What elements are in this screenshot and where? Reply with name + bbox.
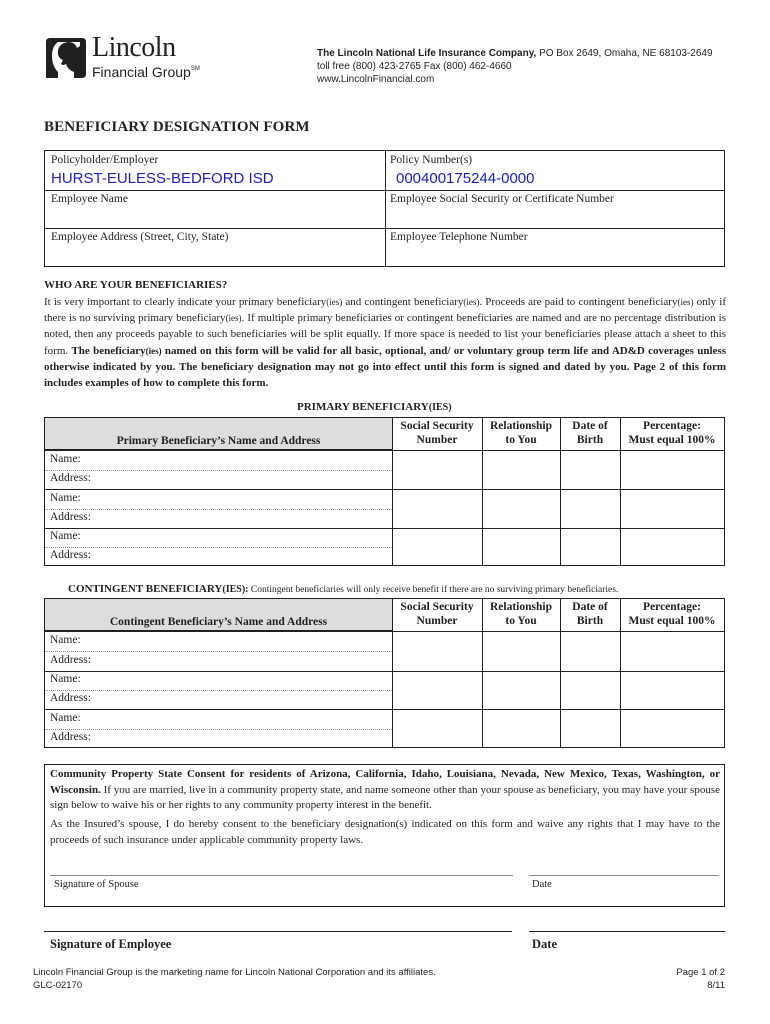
divider <box>45 547 392 548</box>
primary-col-percentage <box>620 419 724 447</box>
contingent-address-label: Address: <box>50 692 91 704</box>
policyholder-field[interactable]: HURST-EULESS-BEDFORD ISD <box>51 170 274 187</box>
employee-date-line[interactable] <box>529 931 725 932</box>
divider <box>45 470 392 471</box>
who-text: . Proceeds are paid to contingent beneficiary <box>479 296 678 308</box>
primary-col-dob <box>560 419 620 447</box>
employee-date-label: Date <box>532 937 557 951</box>
who-text: only if there is no surviving primary beneficiary <box>44 296 726 325</box>
divider <box>482 418 483 565</box>
primary-name-label: Name: <box>50 530 81 542</box>
form-date: 8/11 <box>707 980 725 991</box>
consent-paragraph-1 <box>50 767 720 814</box>
divider <box>45 671 724 672</box>
col-rel-line1: Relationship <box>490 420 552 432</box>
who-bold-text: named on this form will be valid for all basic, optional, and/ or voluntary group term life and AD&D coverages unless otherwise indicated by you. The beneficiary designation may not go into effect until this form is signed and dated by you. Page 2 of this form includes examples of how to complete this form. <box>44 344 726 390</box>
employee-phone-label: Employee Telephone Number <box>390 231 528 243</box>
col-dob-line1: Date of <box>572 601 608 613</box>
col-rel-line2: to You <box>505 434 537 446</box>
contingent-name-label: Name: <box>50 634 81 646</box>
primary-address-label: Address: <box>50 511 91 523</box>
col-ssn-line1: Social Security <box>400 601 474 613</box>
spouse-date-line[interactable] <box>529 875 719 876</box>
contingent-title-paren: (IES): <box>222 584 249 595</box>
primary-title-paren: (IES) <box>428 402 452 413</box>
primary-col-name: Primary Beneficiary’s Name and Address <box>116 435 321 447</box>
divider <box>560 418 561 565</box>
company-address: PO Box 2649, Omaha, NE 68103-2649 <box>536 48 713 59</box>
col-rel-line2: to You <box>505 615 537 627</box>
footer-disclaimer: Lincoln Financial Group is the marketing name for Lincoln National Corporation and its affiliates. <box>33 967 436 978</box>
employee-phone-field[interactable] <box>386 245 724 265</box>
employee-name-label: Employee Name <box>51 193 128 205</box>
company-address-line <box>317 47 713 60</box>
policyholder-label: Policyholder/Employer <box>51 154 159 166</box>
footer-left <box>33 966 436 992</box>
divider <box>392 599 393 747</box>
employee-ssn-field[interactable] <box>386 207 724 227</box>
col-pct-line1: Percentage: <box>643 420 701 432</box>
spouse-signature-line[interactable] <box>50 875 513 876</box>
divider <box>392 418 393 565</box>
contingent-title-text: CONTINGENT BENEFICIARY <box>68 583 223 595</box>
company-website: www.LincolnFinancial.com <box>317 74 435 85</box>
employee-signature-label: Signature of Employee <box>50 937 172 951</box>
col-dob-line1: Date of <box>572 420 608 432</box>
col-pct-line2: Must equal 100% <box>628 434 716 446</box>
logo-subtitle-text: Financial Group <box>92 64 191 80</box>
who-text: . If multiple primary beneficiaries or contingent beneficiaries are named and are no percentage distribution is noted, then any proceeds payable to such beneficiaries will be split equally. If more space is needed to list your beneficiaries please attach a sheet to this form. <box>44 312 727 357</box>
primary-name-label: Name: <box>50 492 81 504</box>
company-name: The Lincoln National Life Insurance Company, <box>317 48 537 59</box>
primary-col-relationship <box>482 419 560 447</box>
employee-ssn-label: Employee Social Security or Certificate Number <box>390 193 614 205</box>
primary-address-label: Address: <box>50 472 91 484</box>
divider <box>45 509 392 510</box>
spouse-date-label: Date <box>532 879 552 890</box>
divider <box>45 729 392 730</box>
contingent-section-title <box>68 583 618 595</box>
lincoln-profile-icon <box>44 36 88 80</box>
primary-col-ssn <box>392 419 482 447</box>
divider <box>45 528 724 529</box>
consent-bold-text: Community Property State Consent for residents of Arizona, California, Idaho, Louisiana, Nevada, New Mexico, Texas, Washington, or Wisconsin. <box>50 768 720 796</box>
primary-beneficiary-table <box>44 417 725 566</box>
who-text: (ies) <box>677 297 694 307</box>
who-text: (ies) <box>326 297 343 307</box>
divider <box>45 690 392 691</box>
contingent-name-label: Name: <box>50 673 81 685</box>
contingent-address-label: Address: <box>50 731 91 743</box>
service-mark: SM <box>190 66 200 72</box>
employee-address-label: Employee Address (Street, City, State) <box>51 231 229 243</box>
divider <box>45 190 724 191</box>
policy-number-field[interactable]: 000400175244-0000 <box>396 170 535 187</box>
consent-paragraph-2: As the Insured’s spouse, I do hereby consent to the beneficiary designation(s) indicated on this form and waive any rights that I may have to the proceeds of such insurance under applicable community property laws. <box>50 818 720 846</box>
who-bold-text: The beneficiary <box>71 344 146 357</box>
contingent-col-ssn <box>392 600 482 628</box>
divider <box>620 418 621 565</box>
employee-name-field[interactable] <box>45 207 384 227</box>
col-dob-line2: Birth <box>576 434 604 446</box>
contingent-name-label: Name: <box>50 712 81 724</box>
col-pct-line1: Percentage: <box>643 601 701 613</box>
form-code: GLC-02170 <box>33 980 83 991</box>
col-rel-line1: Relationship <box>490 601 552 613</box>
who-instructions <box>44 294 726 391</box>
company-phone: toll free (800) 423-2765 Fax (800) 462-4660 <box>317 61 512 72</box>
who-text: It is very important to clearly indicate your primary beneficiary <box>44 296 327 308</box>
employee-address-field[interactable] <box>45 245 384 265</box>
logo-subtitle <box>92 64 200 80</box>
divider <box>45 228 724 229</box>
footer-right <box>620 966 725 992</box>
who-bold-text: (ies) <box>145 345 162 356</box>
logo-name: Lincoln <box>92 32 176 63</box>
consent-text: If you are married, live in a community property state, and name someone other than your spouse as beneficiary, you may have your spouse sign below to waive his or her rights to any community property interest in the benefit. <box>50 783 720 811</box>
form-title: BENEFICIARY DESIGNATION FORM <box>44 119 310 135</box>
divider <box>45 450 724 451</box>
primary-name-label: Name: <box>50 453 81 465</box>
who-text: (ies) <box>225 313 242 324</box>
col-ssn-line1: Social Security <box>400 420 474 432</box>
policy-number-label: Policy Number(s) <box>390 154 473 166</box>
divider <box>45 709 724 710</box>
contingent-col-percentage <box>620 600 724 628</box>
col-ssn-line2: Number <box>416 615 458 627</box>
page-number: Page 1 of 2 <box>676 967 725 978</box>
col-pct-line2: Must equal 100% <box>628 615 716 627</box>
contingent-col-relationship <box>482 600 560 628</box>
who-text: (ies) <box>463 297 480 307</box>
contingent-col-dob <box>560 600 620 628</box>
contingent-address-label: Address: <box>50 654 91 666</box>
divider <box>45 631 724 632</box>
divider <box>45 489 724 490</box>
contingent-note: Contingent beneficiaries will only receive benefit if there are no surviving primary beneficiaries. <box>248 585 619 595</box>
contingent-col-name: Contingent Beneficiary’s Name and Address <box>109 616 328 628</box>
spouse-signature-label: Signature of Spouse <box>54 879 139 890</box>
col-dob-line2: Birth <box>576 615 604 627</box>
divider <box>560 599 561 747</box>
company-info <box>317 47 713 86</box>
divider <box>482 599 483 747</box>
primary-address-label: Address: <box>50 549 91 561</box>
col-ssn-line2: Number <box>416 434 458 446</box>
primary-title-text: PRIMARY BENEFICIARY <box>297 401 429 413</box>
who-text: and contingent beneficiary <box>342 296 464 308</box>
employee-signature-line[interactable] <box>44 931 512 932</box>
lincoln-logo <box>44 32 214 82</box>
divider <box>620 599 621 747</box>
employee-info-table <box>44 150 725 267</box>
who-heading: WHO ARE YOUR BENEFICIARIES? <box>44 279 228 291</box>
contingent-beneficiary-table <box>44 598 725 748</box>
divider <box>45 651 392 652</box>
primary-section-title <box>297 401 452 413</box>
